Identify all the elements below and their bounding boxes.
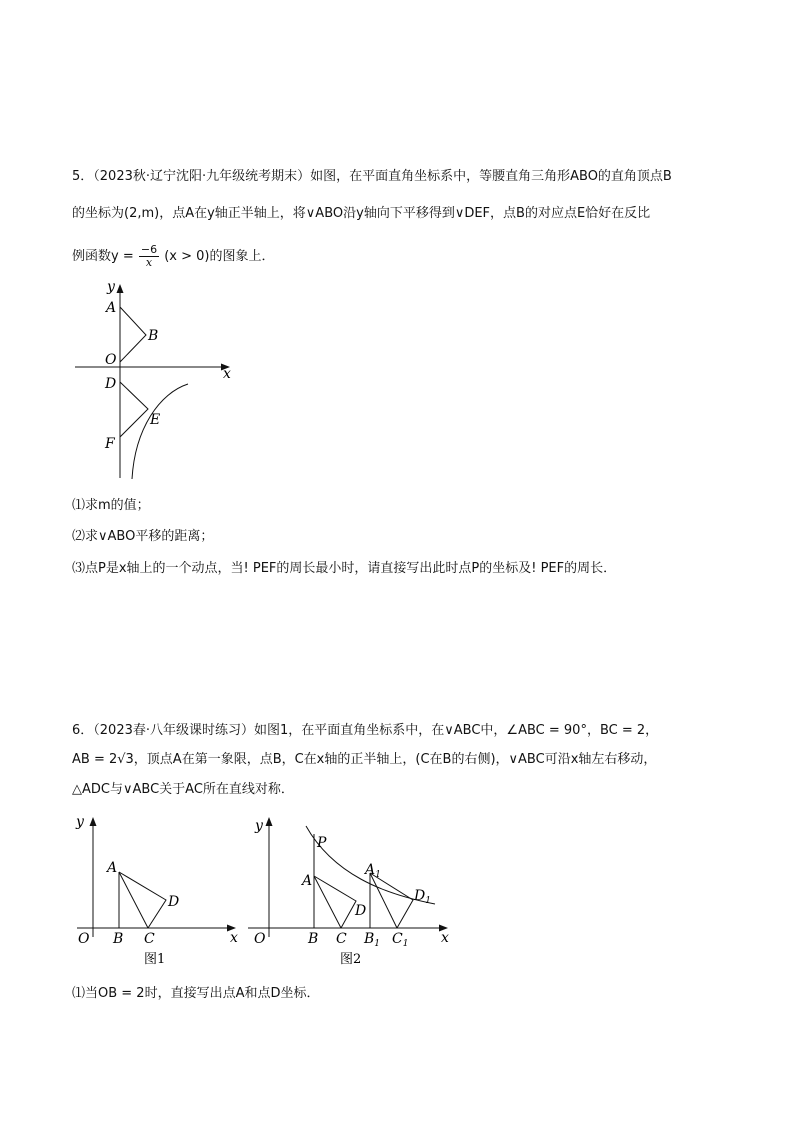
fig5-label-y: y <box>107 279 115 295</box>
fig2-label-x: x <box>441 930 449 946</box>
problem6-figure1 <box>72 812 242 972</box>
problem5-line3-prefix: 例函数y = <box>72 249 134 264</box>
triangle-abo <box>120 307 146 362</box>
fig1-label-x: x <box>230 930 238 946</box>
fig2-label-a1: $A_1$ <box>365 862 381 880</box>
problem6-line3: △ADC与∨ABC关于AC所在直线对称． <box>72 782 294 797</box>
problem5-q3: ⑶点P是x轴上的一个动点，当! PEF的周长最小时，请直接写出此时点P的坐标及! PEF的周长． <box>72 561 617 576</box>
fig1-y-arrow <box>90 817 97 826</box>
fig2-triangle-a1d1c1 <box>370 873 413 928</box>
fig2-label-b1: $B_1$ <box>364 931 381 949</box>
fig5-label-b: B <box>148 328 159 344</box>
fraction-numerator: −6 <box>140 243 158 256</box>
problem6-q1: ⑴当OB = 2时，直接写出点A和点D坐标． <box>72 986 320 1001</box>
fig5-label-e: E <box>150 412 161 428</box>
fig2-label-d1: $D_1$ <box>414 888 431 906</box>
fig5-label-x: x <box>223 366 231 382</box>
fig2-caption: 图2 <box>340 952 362 967</box>
fig2-label-o: O <box>254 931 266 947</box>
fig1-caption: 图1 <box>144 952 166 967</box>
fig2-label-y: y <box>255 818 263 834</box>
fig2-label-b: B <box>308 931 319 947</box>
fig1-label-o: O <box>78 931 90 947</box>
fig1-triangle-adc <box>119 872 166 928</box>
fig2-label-p: P <box>317 835 327 851</box>
problem6-line1: 6．（2023春·八年级课时练习）如图1，在平面直角坐标系中，在∨ABC中，∠ABC = 90°，BC = 2， <box>72 723 659 738</box>
problem5-line1: 5．（2023秋·辽宁沈阳·九年级统考期末）如图，在平面直角坐标系中，等腰直角三角形ABO的直角顶点B <box>72 169 672 184</box>
problem5-q2: ⑵求∨ABO平移的距离； <box>72 529 214 544</box>
fig5-label-o: O <box>105 352 117 368</box>
fig5-y-arrow <box>117 284 124 293</box>
problem5-line3 <box>72 244 274 269</box>
problem5-figure <box>70 278 240 484</box>
fig5-label-f: F <box>105 436 115 452</box>
fig2-y-arrow <box>266 817 273 826</box>
fig1-label-y: y <box>76 814 84 830</box>
fig1-label-c: C <box>144 931 155 947</box>
fig1-label-a: A <box>107 860 118 876</box>
fig1-label-d: D <box>168 894 180 910</box>
fig2-triangle-adc <box>314 876 356 928</box>
fig2-label-c1: $C_1$ <box>392 931 409 949</box>
fraction <box>139 244 159 269</box>
problem5-line3-suffix: (x > 0)的图象上． <box>164 249 275 264</box>
fig2-label-c: C <box>336 931 347 947</box>
hyperbola-curve <box>132 384 188 479</box>
fig2-label-a: A <box>302 873 313 889</box>
fig1-label-b: B <box>113 931 124 947</box>
problem5-line2: 的坐标为(2,m)，点A在y轴正半轴上，将∨ABO沿y轴向下平移得到∨DEF，点B的对应点E恰好在反比 <box>72 206 651 221</box>
fig2-label-d: D <box>355 903 367 919</box>
problem5-q1: ⑴求m的值； <box>72 498 150 513</box>
problem6-line2: AB = 2√3，顶点A在第一象限，点B，C在x轴的正半轴上，(C在B的右侧)，∨ABC可沿x轴左右移动， <box>72 752 657 767</box>
fig5-label-d: D <box>105 376 117 392</box>
fraction-denominator: x <box>145 256 153 269</box>
fig5-label-a: A <box>106 300 117 316</box>
problem6-figure2 <box>243 812 458 972</box>
